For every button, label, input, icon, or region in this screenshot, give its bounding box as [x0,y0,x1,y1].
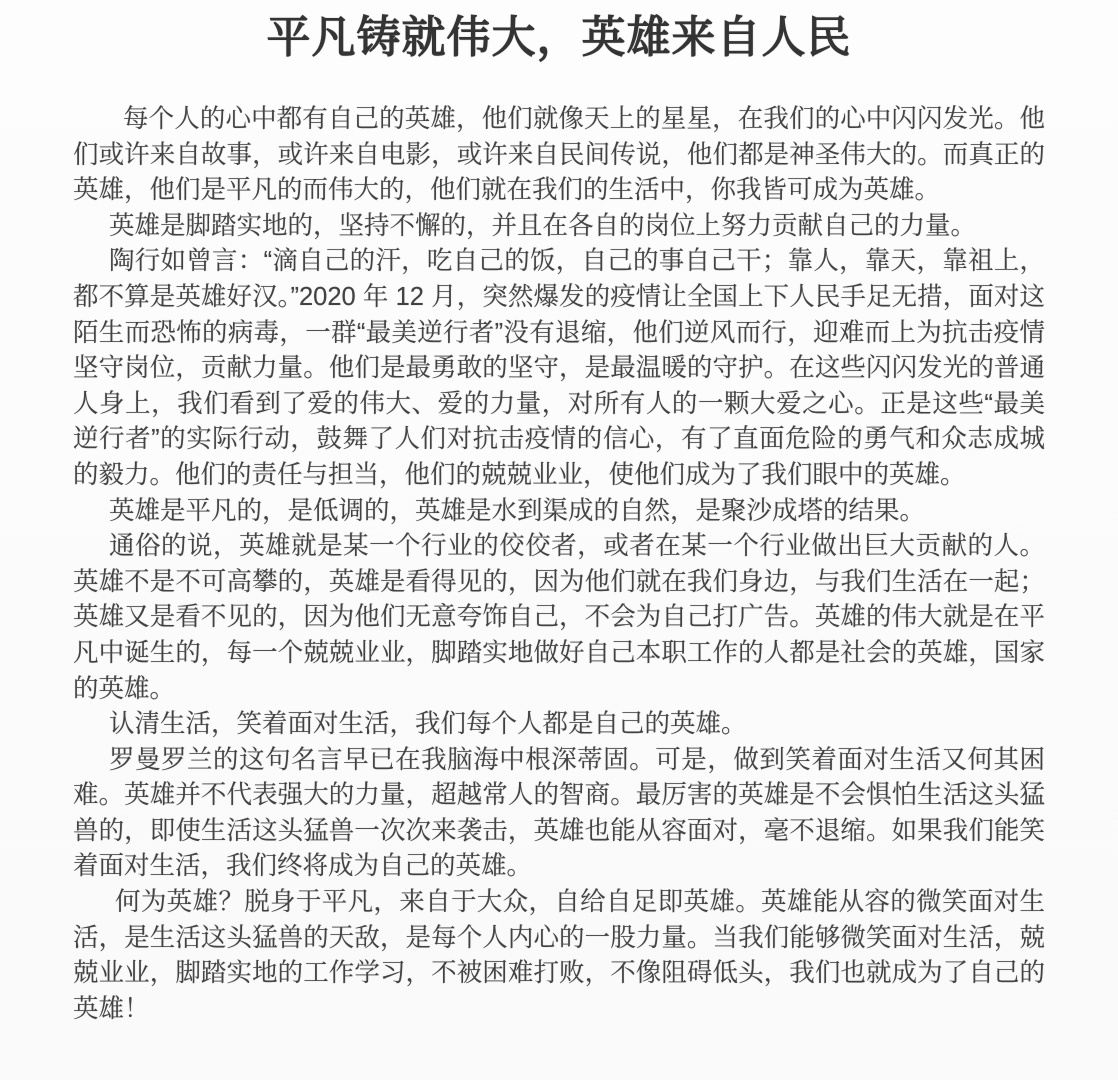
paragraph: 罗曼罗兰的这句名言早已在我脑海中根深蒂固。可是，做到笑着面对生活又何其困难。英雄并不代表强大的力量，超越常人的智商。最厉害的英雄是不会惧怕生活这头猛兽的，即使生活这头猛兽一次次来袭击，英雄也能从容面对，毫不退缩。如果我们能笑着面对生活，我们终将成为自己的英雄。 [73,745,1045,881]
paragraph: 英雄是平凡的，是低调的，英雄是水到渠成的自然，是聚沙成塔的结果。 [109,496,926,525]
document-body [73,102,1045,1027]
paragraph: 通俗的说，英雄就是某一个行业的佼佼者，或者在某一个行业做出巨大贡献的人。英雄不是不可高攀的，英雄是看得见的，因为他们就在我们身边，与我们生活在一起；英雄又是看不见的，因为他们无意夸饰自己，不会为自己打广告。英雄的伟大就是在平凡中诞生的，每一个兢兢业业，脚踏实地做好自己本职工作的人都是社会的英雄，国家的英雄。 [73,532,1045,703]
paragraph: 每个人的心中都有自己的英雄，他们就像天上的星星，在我们的心中闪闪发光。他们或许来自故事，或许来自电影，或许来自民间传说，他们都是神圣伟大的。而真正的英雄，他们是平凡的而伟大的，他们就在我们的生活中，你我皆可成为英雄。 [73,105,1045,205]
paragraph: 何为英雄？脱身于平凡，来自于大众，自给自足即英雄。英雄能从容的微笑面对生活，是生活这头猛兽的天敌，是每个人内心的一股力量。当我们能够微笑面对生活，兢兢业业，脚踏实地的工作学习，不被困难打败，不像阻碍低头，我们也就成为了自己的英雄！ [73,888,1045,1023]
paragraph: 陶行如曾言：“滴自己的汗，吃自己的饭，自己的事自己干；靠人，靠天，靠祖上，都不算是英雄好汉。”2020 年 12 月，突然爆发的疫情让全国上下人民手足无措，面对这陌生而恐怖的病毒，一群“最美逆行者”没有退缩，他们逆风而行，迎难而上为抗击疫情坚守岗位，贡献力量。他们是最勇敢的坚守，是最温暖的守护。在这些闪闪发光的普通人身上，我们看到了爱的伟大、爱的力量，对所有人的一颗大爱之心。正是这些“最美逆行者”的实际行动，鼓舞了人们对抗击疫情的信心，有了直面危险的勇气和众志成城的毅力。他们的责任与担当，他们的兢兢业业，使他们成为了我们眼中的英雄。 [73,247,1045,489]
paragraph: 英雄是脚踏实地的，坚持不懈的，并且在各自的岗位上努力贡献自己的力量。 [109,211,977,240]
document-title: 平凡铸就伟大，英雄来自人民 [266,13,852,62]
paragraph: 认清生活，笑着面对生活，我们每个人都是自己的英雄。 [109,710,747,739]
